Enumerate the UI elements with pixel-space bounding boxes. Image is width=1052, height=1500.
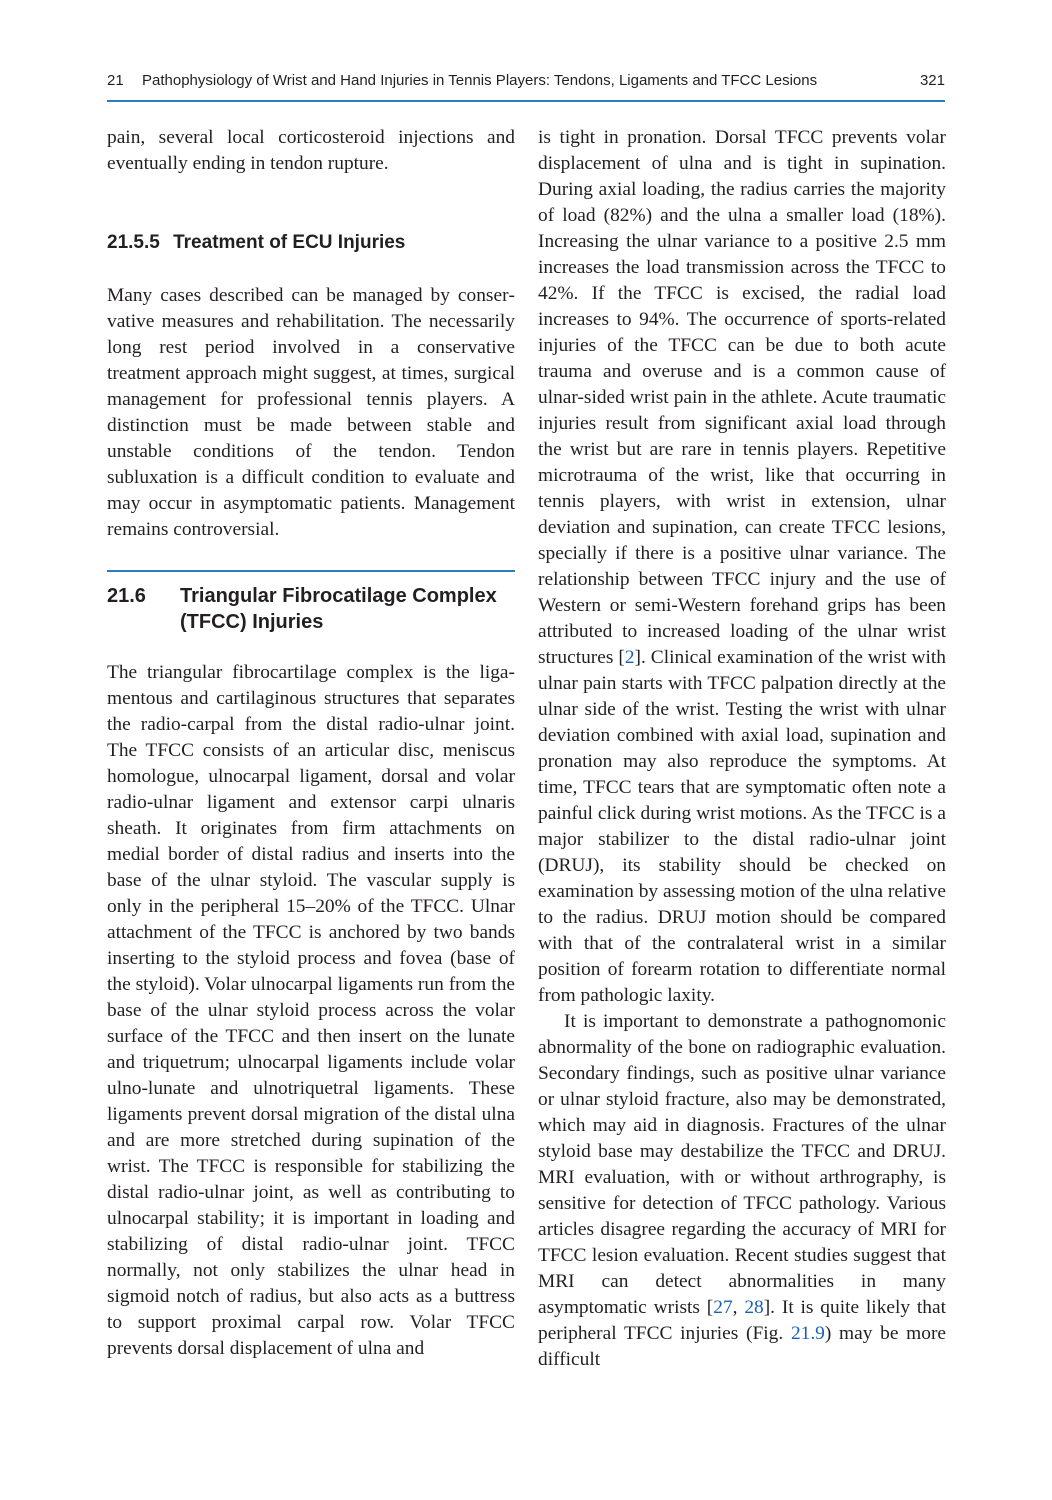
text-span: ]. Clinical examination of the wrist with ulnar pain starts with TFCC palpation directly at the ulnar side of the wrist. Testing the wrist with ulnar deviation combined with axial load, supination and pronation may also reproduce the symptoms. At time, TFCC tears that are symptomatic often note a painful click during wrist motions. As the TFCC is a major stabilizer to the distal radio-ulnar joint (DRUJ), its stability should be checked on examination by assessing motion of the ulna relative to the radius. DRUJ motion should be compared with that of the contralateral wrist in a similar position of forearm rotation to differentiate normal from pathologic laxity. [538,647,946,1006]
citation-link-2[interactable]: 2 [624,647,635,668]
left-column [107,125,515,1362]
figure-link-21-9[interactable]: 21.9 [790,1323,825,1344]
paragraph-tfcc-loading [538,125,946,1009]
text-span: It is important to demonstrate a pathognomonic abnormality of the bone on radiographic evaluation. Secondary findings, such as positive ulnar variance or ulnar styloid fracture, also may be demonstrated, which may aid in diagnosis. Fractures of the ulnar styloid base may destabilize the TFCC and DRUJ. MRI evaluation, with or without arthrography, is sensitive for detection of TFCC pathology. Various articles disagree regarding the accuracy of MRI for TFCC lesion evaluation. Recent studies suggest that MRI can detect abnormalities in many asymptomatic wrists [ [538,1011,946,1318]
subsection-number: 21.5.5 [107,232,160,253]
paragraph-radiographic [538,1009,946,1373]
running-header [107,72,945,96]
chapter-number: 21 [107,72,124,89]
subsection-title: Treatment of ECU Injuries [173,232,406,253]
text-span: , [732,1297,745,1318]
paragraph-continued: pain, several local corticosteroid injections and eventually ending in tendon rupture. [107,127,515,174]
section-title: Triangular Fibrocatilage Complex (TFCC) Injuries [180,585,497,633]
page-number: 321 [919,72,945,89]
text-span: is tight in pronation. Dorsal TFCC prevents volar displacement of ulna and is tight in supination. During axial loading, the radius carries the majority of load (82%) and the ulna a smaller load (18%). Increasing the ulnar variance to a positive 2.5 mm increases the load transmission across the TFCC to 42%. If the TFCC is excised, the radial load increases to 94%. The occurrence of sports-related injuries of the TFCC can be due to both acute trauma and overuse and is a common cause of ulnar-sided wrist pain in the athlete. Acute traumatic injuries result from significant axial load through the wrist but are rare in tennis players. Repetitive microtrauma of the wrist, like that occurring in tennis players, with wrist in extension, ulnar deviation and supination, can create TFCC lesions, specially if there is a positive ulnar variance. The relationship between TFCC injury and the use of Western or semi-Western forehand grips has been attributed to increased loading of the ulnar wrist structures [ [538,127,946,668]
text-span: ) may be more difficult [538,1323,947,1370]
header-rule [107,100,945,102]
citation-link-28[interactable]: 28 [744,1297,764,1318]
section-heading [107,583,515,635]
subsection-heading [107,230,515,256]
paragraph-treatment: Many cases described can be managed by conservative measures and rehabilitation. The necessarily long rest period involved in a conservative treatment approach might suggest, at times, surgical management for professional tennis players. A distinction must be made between stable and unstable conditions of the tendon. Tendon subluxation is a difficult condition to evaluate and may occur in asymptomatic patients. Management remains controversial. [107,285,515,540]
section-rule [107,570,515,572]
paragraph-tfcc-anatomy: The triangular fibrocartilage complex is the ligamentous and cartilaginous structures that separates the radio-carpal from the distal radio-ulnar joint. The TFCC consists of an articular disc, meniscus homologue, ulnocarpal ligament, dorsal and volar radio-ulnar ligament and extensor carpi ulnaris sheath. It originates from firm attachments on medial border of distal radius and inserts into the base of the ulnar styloid. The vascular supply is only in the peripheral 15–20% of the TFCC. Ulnar attachment of the TFCC is anchored by two bands inserting to the styloid process and fovea (base of the styloid). Volar ulnocarpal ligaments run from the base of the ulnar styloid process across the volar surface of the TFCC and then insert on the lunate and triquetrum; ulnocarpal ligaments include volar ulno-lunate and ulnotriquetral ligaments. These ligaments prevent dorsal migration of the distal ulna and are more stretched during supination of the wrist. The TFCC is responsible for stabilizing the distal radio-ulnar joint, as well as contributing to ulnocarpal stability; it is important in loading and stabilizing of distal radio-ulnar joint. TFCC normally, not only stabilizes the ulnar head in sigmoid notch of radius, but also acts as a buttress to support proximal carpal row. Volar TFCC prevents dorsal displacement of ulna and [107,662,515,1359]
text-span: ]. It is quite likely that peripheral TFCC injuries (Fig. [538,1297,946,1344]
chapter-title: Pathophysiology of Wrist and Hand Injuries in Tennis Players: Tendons, Ligaments and TFCC Lesions [142,72,818,89]
citation-link-27[interactable]: 27 [713,1297,733,1318]
right-column [538,125,946,1373]
section-number: 21.6 [107,585,146,607]
